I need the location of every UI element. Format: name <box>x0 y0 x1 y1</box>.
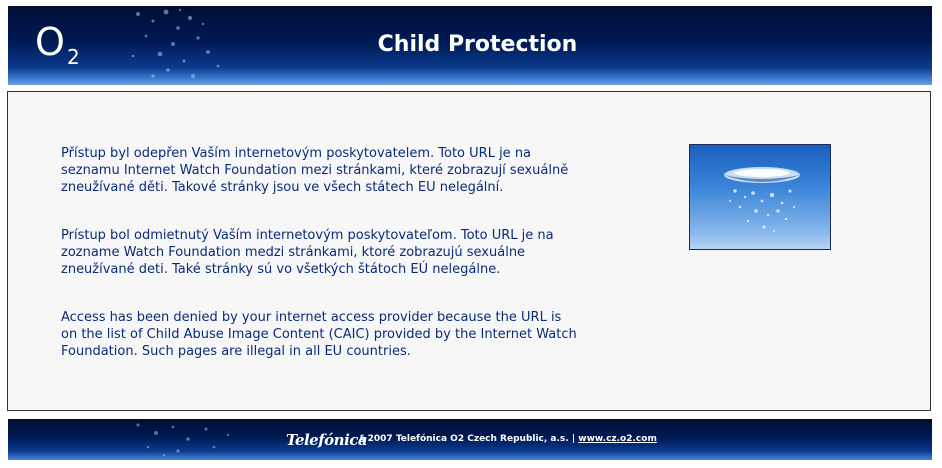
content-panel <box>7 91 931 411</box>
telefonica-logo: Telefónica <box>286 431 368 449</box>
water-splash-image <box>689 144 831 250</box>
message-czech: Přístup byl odepřen Vaším internetovým poskytovatelem. Toto URL je na seznamu Internet Watch Foundation mezi stránkami, které zobrazují sexuálně zneužívané děti. Takové stránky jsou ve všech státech EU nelegální. <box>61 146 569 195</box>
footer-bubbles-decoration <box>118 419 258 460</box>
footer-website-link[interactable]: www.cz.o2.com <box>578 434 657 444</box>
footer-separator: | <box>568 434 579 444</box>
message-slovak: Prístup bol odmietnutý Vaším internetovým poskytovateľom. Toto URL je na zozname Watch Foundation medzi stránkami, ktoré zobrazujú sexuálne zneužívané deti. Také stránky sú vo všetkých štátoch EÚ nelegálne. <box>61 228 554 277</box>
water-splash-illustration <box>690 145 830 249</box>
footer-copyright: § 2007 Telefónica O2 Czech Republic, a.s. <box>360 434 569 444</box>
o2-logo-digit: 2 <box>67 45 80 69</box>
footer-banner <box>8 419 932 460</box>
o2-logo-letter: O <box>35 20 65 64</box>
header-banner <box>8 6 932 85</box>
message-english: Access has been denied by your internet access provider because the URL is on the list of Child Abuse Image Content (CAIC) provided by the Internet Watch Foundation. Such pages are illegal in all EU countries. <box>61 310 577 359</box>
footer-copyright-line <box>360 433 657 445</box>
page-title: Child Protection <box>377 32 578 57</box>
